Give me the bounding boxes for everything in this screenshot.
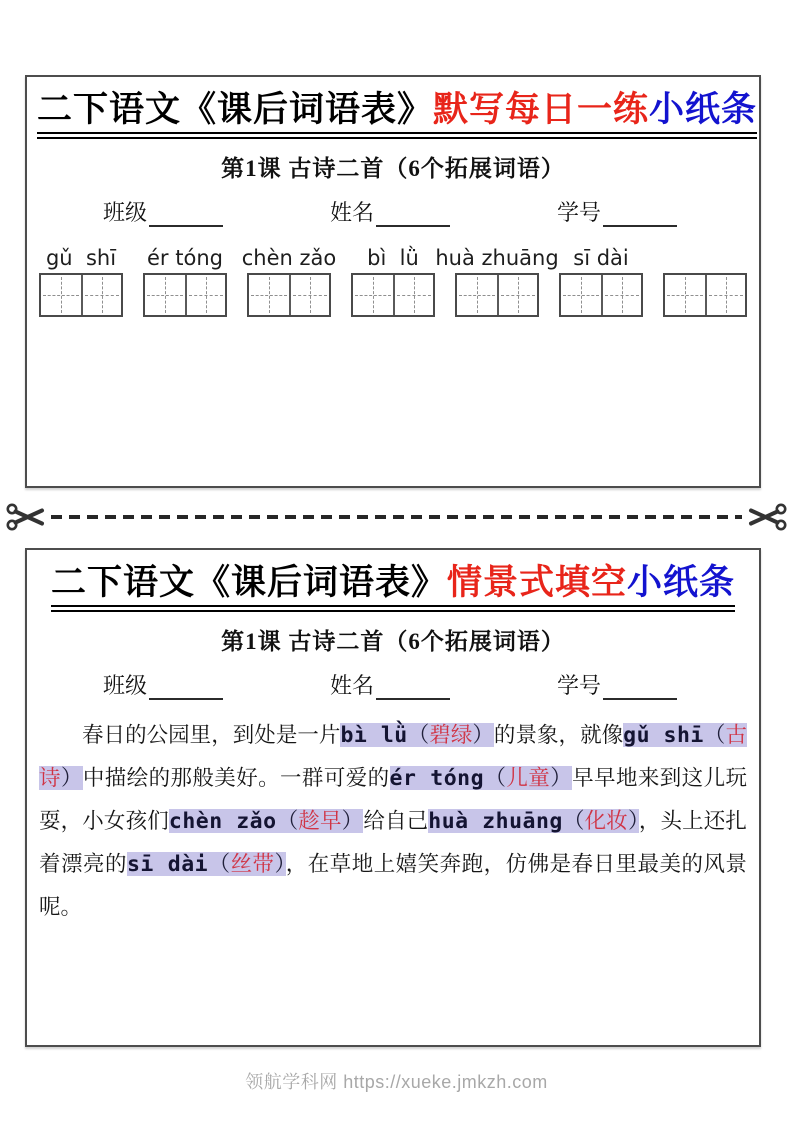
answer-blank-er-tong (390, 766, 573, 790)
writing-grid (351, 273, 435, 317)
grid-cell (457, 275, 497, 315)
class-field (103, 669, 223, 700)
grid-cell (41, 275, 81, 315)
blank-pinyin: gǔ shī (623, 723, 704, 749)
grid-cell (601, 275, 641, 315)
paren-close: ） (627, 809, 639, 834)
paragraph-text: 中描绘的那般美好。一群可爱的 (82, 766, 390, 791)
paren-close: ） (550, 766, 573, 791)
paren-open: （ (208, 852, 231, 877)
blank-pinyin: chèn zǎo (168, 809, 277, 835)
cut-line (6, 501, 787, 533)
blank-pinyin: sī dài (126, 852, 209, 878)
student-info-row (37, 196, 749, 227)
paren-close: ） (274, 852, 286, 877)
paragraph-text: ，在草地上嬉笑奔跑，仿佛是春日里最美的风景呢。 (39, 852, 747, 920)
answer-blank-chen-zao (169, 809, 363, 833)
pinyin-label: chèn zǎo (241, 246, 337, 271)
answer-blank-si-dai (127, 852, 286, 876)
paren-open: （ (276, 809, 299, 834)
student-id-field (557, 196, 677, 227)
grid-cell (665, 275, 705, 315)
pinyin-label: ér tóng (147, 246, 223, 271)
paragraph-text: 春日的公园里，到处是一片 (82, 723, 341, 748)
section2-title (51, 563, 735, 612)
paren-open: （ (562, 809, 585, 834)
pinyin-label: bì lǜ (367, 246, 419, 271)
grid-cell (249, 275, 289, 315)
student-id-blank (603, 674, 677, 700)
title-black-part: 二下语文《课后词语表》 (50, 563, 447, 602)
name-field (330, 669, 450, 700)
blank-answer: 丝带 (230, 852, 275, 877)
writing-grid (39, 273, 123, 317)
writing-grid (455, 273, 539, 317)
blank-pinyin: bì lǜ (340, 723, 408, 749)
answer-blank-hua-zhuang (428, 809, 639, 833)
pinyin-label: huà zhuāng (435, 246, 559, 271)
paragraph-text: 的景象，就像 (493, 723, 624, 748)
student-info-row (37, 669, 749, 700)
grid-cell (561, 275, 601, 315)
fill-in-paragraph (39, 714, 747, 929)
name-label: 姓名 (329, 200, 374, 226)
paren-close: ） (472, 723, 494, 748)
writing-grid (559, 273, 643, 317)
scissors-right-icon (745, 502, 787, 532)
word-unit (241, 243, 337, 317)
word-unit (39, 243, 123, 317)
word-unit (663, 243, 747, 317)
cut-dashed-line (51, 515, 742, 519)
writing-grid (143, 273, 227, 317)
word-unit (559, 243, 643, 317)
pinyin-word-row (37, 243, 749, 317)
lesson-subtitle: 第1课 古诗二首（6个拓展词语） (221, 629, 565, 655)
title-blue-part: 小纸条 (649, 90, 758, 129)
grid-cell (81, 275, 121, 315)
word-unit (351, 243, 435, 317)
blank-pinyin: huà zhuāng (428, 809, 563, 835)
name-label: 姓名 (329, 673, 374, 699)
paren-open: （ (703, 723, 726, 748)
class-field (103, 196, 223, 227)
paren-open: （ (407, 723, 430, 748)
paren-close: ） (341, 809, 364, 834)
paren-open: （ (484, 766, 507, 791)
class-label: 班级 (103, 200, 148, 226)
student-id-label: 学号 (556, 673, 601, 699)
class-label: 班级 (103, 673, 148, 699)
section2-title-row (37, 563, 749, 612)
writing-grid (247, 273, 331, 317)
word-unit (143, 243, 227, 317)
pinyin-label: gǔ shī (45, 246, 117, 271)
title-red-part: 情景式填空 (446, 563, 627, 602)
fill-in-section (25, 548, 761, 1047)
student-id-field (557, 669, 677, 700)
lesson-subtitle: 第1课 古诗二首（6个拓展词语） (221, 156, 565, 182)
grid-cell (185, 275, 225, 315)
grid-cell (497, 275, 537, 315)
grid-cell (705, 275, 745, 315)
name-field (330, 196, 450, 227)
paragraph-text: ，头上还扎着漂亮的 (39, 809, 747, 877)
grid-cell (145, 275, 185, 315)
writing-grid (663, 273, 747, 317)
class-blank (149, 201, 223, 227)
title-red-part: 默写每日一练 (433, 90, 650, 129)
site-credit: 领航学科网 https://xueke.jmkzh.com (245, 1072, 548, 1092)
student-id-blank (603, 201, 677, 227)
class-blank (149, 674, 223, 700)
pinyin-label: sī dài (573, 246, 629, 271)
paren-close: ） (60, 766, 83, 791)
dictation-section (25, 75, 761, 488)
title-black-part: 二下语文《课后词语表》 (37, 90, 434, 129)
word-unit (435, 243, 559, 317)
grid-cell (289, 275, 329, 315)
blank-answer: 化妆 (584, 809, 628, 834)
title-blue-part: 小纸条 (627, 563, 736, 602)
student-id-label: 学号 (556, 200, 601, 226)
blank-answer: 碧绿 (429, 723, 473, 748)
scissors-left-icon (6, 502, 48, 532)
grid-cell (353, 275, 393, 315)
name-blank (376, 201, 450, 227)
grid-cell (393, 275, 433, 315)
answer-blank-bi-lv (340, 723, 493, 747)
blank-answer: 儿童 (506, 766, 551, 791)
blank-answer: 古诗 (39, 723, 747, 791)
section1-title-row (37, 90, 758, 139)
blank-pinyin: ér tóng (389, 766, 485, 792)
paragraph-text: 给自己 (363, 809, 429, 834)
blank-answer: 趁早 (298, 809, 342, 834)
section1-title (37, 90, 757, 139)
paragraph-text: 早早地来到这儿玩耍，小女孩们 (39, 766, 747, 834)
name-blank (376, 674, 450, 700)
